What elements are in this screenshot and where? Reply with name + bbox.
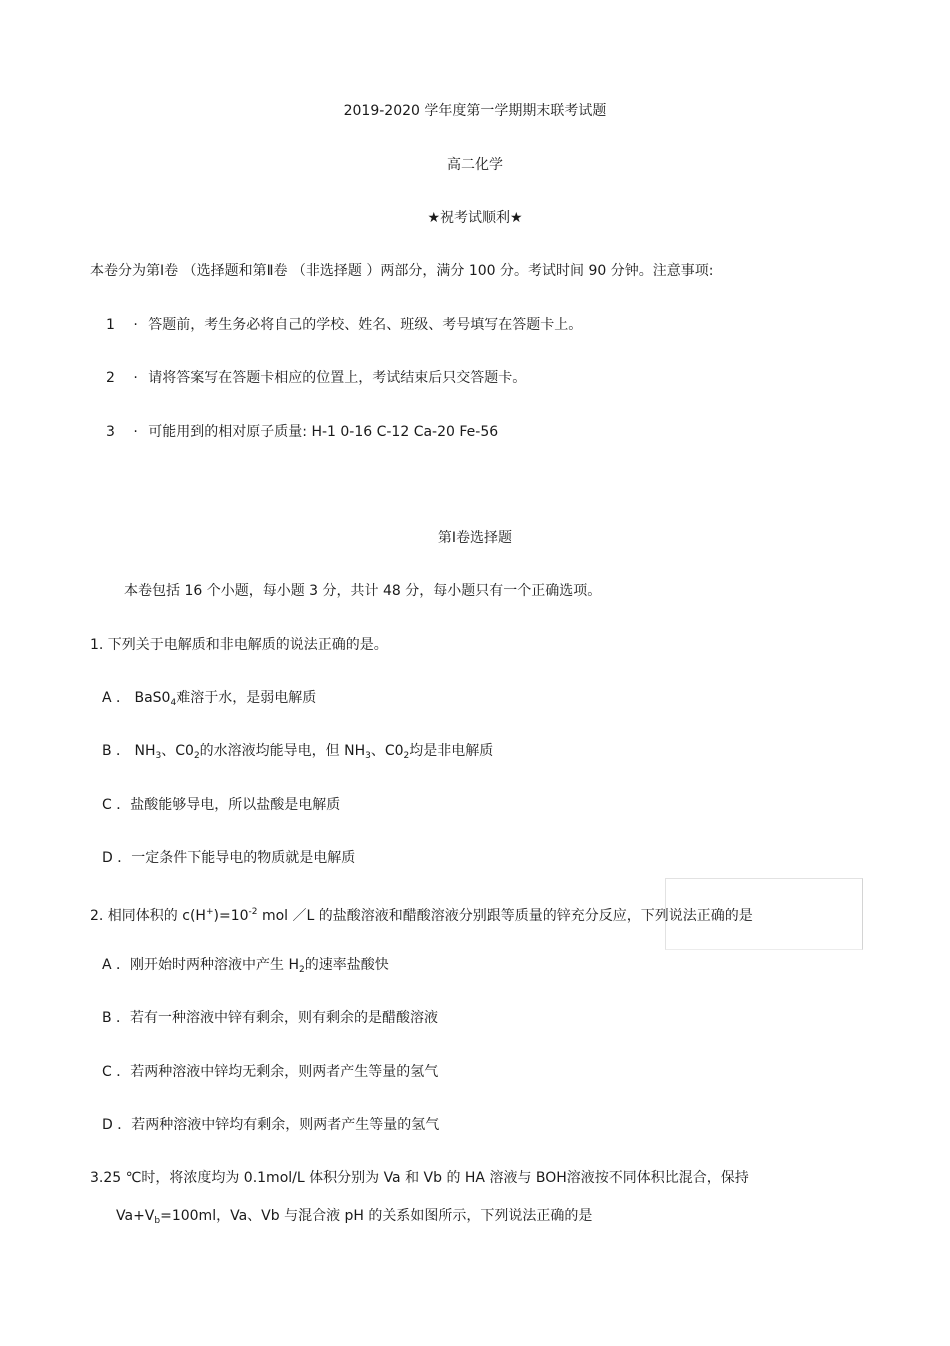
note-item bbox=[106, 369, 526, 387]
question-3-stem-line2: $Va+V_b=100ml$，Va、Vb 与混合液 pH 的关系如图所示，下列说法正确的是 bbox=[116, 1208, 593, 1226]
question-2-option-b: B ．若有一种溶液中锌有剩余，则有剩余的是醋酸溶液 bbox=[102, 1010, 439, 1026]
question-2-stem: 2. 相同体积的 $c(H^+)=10^{-2}$ mol ／L 的盐酸溶液和醋酸溶液分别跟等质量的锌充分反应，下列说法正确的是 bbox=[90, 907, 753, 924]
exam-title: 2019-2020 学年度第一学期期末联考试题 bbox=[343, 103, 607, 119]
question-1-option-a: A ． $BaS0_4$难溶于水，是弱电解质 bbox=[102, 690, 317, 708]
exam-intro: 本卷分为第Ⅰ卷 （选择题和第Ⅱ卷 （非选择题 ）两部分，满分 100 分。考试时间 90 分钟。注意事项: bbox=[90, 263, 714, 279]
section-description: 本卷包括 16 个小题，每小题 3 分，共计 48 分，每小题只有一个正确选项。 bbox=[124, 583, 602, 599]
note-item bbox=[106, 316, 582, 334]
note-text: 请将答案写在答题卡相应的位置上，考试结束后只交答题卡。 bbox=[148, 370, 527, 386]
note-text: 答题前，考生务必将自己的学校、姓名、班级、考号填写在答题卡上。 bbox=[148, 317, 583, 333]
question-1-option-c: C ．盐酸能够导电，所以盐酸是电解质 bbox=[102, 797, 341, 813]
note-number: 3 bbox=[106, 424, 115, 440]
section-title: 第Ⅰ卷选择题 bbox=[437, 530, 513, 546]
note-number: 2 bbox=[106, 370, 115, 386]
note-number: 1 bbox=[106, 317, 115, 333]
question-1-option-b: B ． $NH_3$、$C0_2$的水溶液均能导电，但 $NH_3$、$C0_2$均是非电解质 bbox=[102, 743, 494, 761]
note-text: 可能用到的相对原子质量: H-1 0-16 C-12 Ca-20 Fe-56 bbox=[148, 424, 499, 440]
note-item bbox=[106, 423, 498, 441]
question-3-stem-line1: 3.25 ℃时，将浓度均为 0.1mol/L 体积分别为 Va 和 Vb 的 HA 溶液与 BOH溶液按不同体积比混合，保持 bbox=[90, 1170, 749, 1186]
exam-subject: 高二化学 bbox=[447, 157, 503, 173]
question-2-option-c: C ．若两种溶液中锌均无剩余，则两者产生等量的氢气 bbox=[102, 1064, 439, 1080]
note-separator: · bbox=[133, 317, 138, 333]
note-separator: · bbox=[133, 424, 138, 440]
question-1-option-d: D ．一定条件下能导电的物质就是电解质 bbox=[102, 850, 356, 866]
note-separator: · bbox=[133, 370, 138, 386]
question-2-option-a: A ．刚开始时两种溶液中产生 $H_2$的速率盐酸快 bbox=[102, 957, 389, 975]
question-2-option-d: D ．若两种溶液中锌均有剩余，则两者产生等量的氢气 bbox=[102, 1117, 440, 1133]
exam-wish: ★祝考试顺利★ bbox=[427, 210, 523, 226]
question-1-stem: 1. 下列关于电解质和非电解质的说法正确的是。 bbox=[90, 637, 388, 653]
